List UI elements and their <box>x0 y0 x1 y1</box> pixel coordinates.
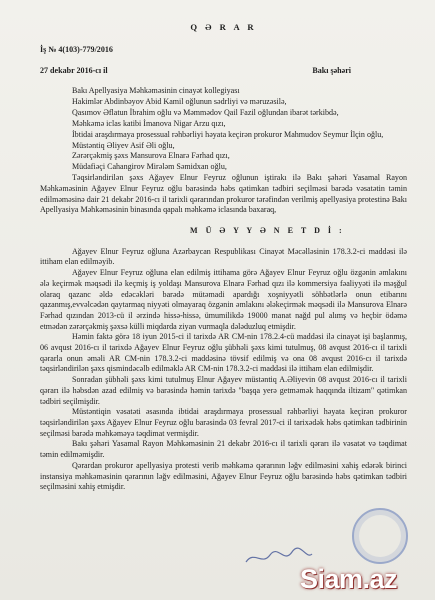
site-watermark: Siam.az <box>300 564 398 594</box>
date-line <box>40 66 407 77</box>
intro-section <box>40 86 407 216</box>
body-paragraph: Ağayev Elnur Feyruz oğluna Azərbaycan Respublikası Cinayət Məcəlləsinin 178.3.2-ci maddəsi ilə ittiham elan edilməyib. <box>40 246 407 267</box>
body-paragraph: Qərardan prokuror apellyasiya protesti verib məhkəmə qərarının ləğv edilməsini xahiş edərək birinci instansiya məhkəməsinin qərarının ləğv edilməsini, Ağayev Elnur Feyruz oğlu barəsində həbs qətimkan tədbiri seçilməsini xahiş etmişdir. <box>40 460 407 492</box>
intro-paragraph: Təqsirləndirilən şəxs Ağayev Elnur Feyruz oğlunun iştirakı ilə Bakı şəhəri Yasamal Rayon Məhkəməsinin Ağayev Elnur Feyruz oğlu barəsində həbs qətimkan tədbiri seçilməsi barədə vəsatətin təmin edilməməsinə dair 21 dekabr 2016-cı il tarixli qərarından prokuror tərəfindən verilmiş apellyasiya protestinə Bakı Apellyasiya Məhkəməsinin binasında qapalı məhkəmə iclasında baxaraq, <box>40 173 407 215</box>
intro-paragraph: Qasımov Əflatun İbrahim oğlu və Məmmədov Qail Fazil oğlundan ibarət tərkibdə, <box>72 107 339 117</box>
intro-paragraph: Hakimlər Abdinbəyov Abid Kamil oğlunun sədrliyi və məruzəsilə, <box>72 97 287 106</box>
body-paragraph: Müstəntiqin vəsatəti əsasında ibtidai araşdırmaya prosessual rəhbərliyi həyata keçirən prokuror təqsirləndirilən şəxs Ağayev Elnur Feyruz oğlu barəsində 03 fevral 2017-ci il tarixədək həbs qətimkan tədbirinin seçilməsi barədə məhkəməyə təqdimat vermişdir. <box>40 407 407 438</box>
body-paragraph: Həmin faktə görə 18 iyun 2015-ci il tarixdə AR CM-nin 178.2.4-cü maddəsi ilə cinayət işi başlanmış, 06 avqust 2016-cı il tarixdə Ağayev Elnur Feyruz oğlu şübhəli şəxs kimi tutulmuş, 08 avqust 2016-cı il tarixli qərarla onun əməli AR CM-nin 178.3.2-ci maddəsinə tövsif edilmiş və ona 08 avqust 2016-cı il tarixdə təqsirləndirilən şəxs qismindəcəlb edilməklə AR CM-nin 178.3.2-ci maddəsi ilə ittiham elan edilmişdir. <box>40 332 407 374</box>
section-heading: M Ü Ə Y Y Ə N E T D İ : <box>190 226 345 236</box>
intro-paragraph: Müdafiəçi Cahangirov Mirələm Səmidxan oğlu, <box>72 162 227 172</box>
body-paragraph: Ağayev Elnur Feyruz oğluna elan edilmiş ittihama görə Ağayev Elnur Feyruz oğlu özgənin əmlakını ələ keçirmək məqsədi ilə keçmiş iş yoldaşı Mansurova Elnarə Fərhad qızı ilə kommersiya fəaliyyəti ilə məşğul olaraq qazanc əldə edəcəkləri barədə mütəmadi apardığı xoşniyyətli söhbətlərlə onun etibarını qazanmış,evvəlcədən qaytarmaq niyyəti olmayaraq özgənin əmlakını ələkeçirmək məqsədi ilə Mansurova Elnarə Fərhad qızından 2013-cü il ərzində hissə-hissə, ümumilikdə 19000 manat nağd pul alımş və heçbir ödəmə etmədən zərərçəkmiş şəxsə külli miqdarda ziyan vurmaqla dələduzluq etmişdir. <box>40 268 407 331</box>
decision-date: 27 dekabr 2016-cı il <box>40 66 108 76</box>
intro-paragraph: Məhkəmə iclas katibi İmanova Nigar Arzu qızı, <box>72 118 226 128</box>
intro-paragraph: İbtidai araşdırmaya prosessual rəhbərliyi həyata keçirən prokuror Mahmudov Seymur İlçin oğlu, <box>72 129 384 139</box>
body-paragraph: Sonradan şübhəli şəxs kimi tutulmuş Elnur Ağayev müstəntiq A.Əliyevin 08 avqust 2016-cı il tarixli qərarı ilə həbsdən azad edilmiş və barəsində həmin tarixdə "başqa yerə getməmək haqqında iltizam" qətimkan tədbiri seçilmişdir. <box>40 375 407 406</box>
body-paragraph: Bakı şəhəri Yasamal Rayon Məhkəməsinin 21 dekabr 2016-cı il tarixli qərarı ilə vəsatət və təqdimat təmin edilməmişdir. <box>40 439 407 460</box>
intro-paragraph: Zərərçəkmiş şəxs Mansurova Elnarə Fərhad qızı, <box>72 151 230 161</box>
decision-place: Bakı şəhəri <box>312 66 351 76</box>
body-section <box>40 247 407 493</box>
intro-paragraph: Bakı Apellyasiya Məhkəməsinin cinayət kollegiyası <box>72 86 240 96</box>
official-stamp <box>352 508 408 564</box>
case-number: İş № 4(103)-779/2016 <box>40 44 113 54</box>
intro-paragraph: Müstəntiq Əliyev Asif Əli oğlu, <box>72 140 175 150</box>
document-title: Q Ə R A R <box>190 22 257 32</box>
